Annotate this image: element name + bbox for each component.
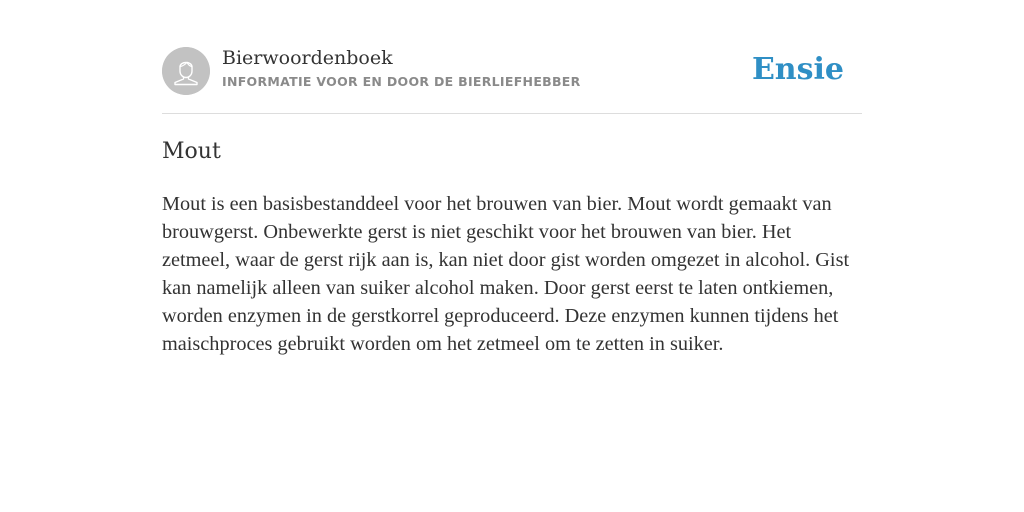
site-subtitle: INFORMATIE VOOR EN DOOR DE BIERLIEFHEBBER: [222, 74, 581, 89]
ensie-logo-link[interactable]: Ensie: [751, 52, 844, 87]
site-title[interactable]: Bierwoordenboek: [222, 47, 393, 69]
avatar[interactable]: [162, 47, 210, 95]
entry-title: Mout: [162, 139, 221, 164]
header: [162, 46, 862, 96]
entry-definition: Mout is een basisbestanddeel voor het brouwen van bier. Mout wordt gemaakt van brouwgerst. Onbewerkte gerst is niet geschikt voor het brouwen van bier. Het zetmeel, waar de gerst rijk aan is, kan niet door gist worden omgezet in alcohol. Gist kan namelijk alleen van suiker alcohol maken. Door gerst eerst te laten ontkiemen, worden enzymen in de gerstkorrel geproduceerd. Deze enzymen kunnen tijdens het maischproces gebruikt worden om het zetmeel om te zetten in suiker.: [162, 193, 850, 355]
user-avatar-icon: [162, 47, 210, 95]
header-divider: [162, 113, 862, 114]
